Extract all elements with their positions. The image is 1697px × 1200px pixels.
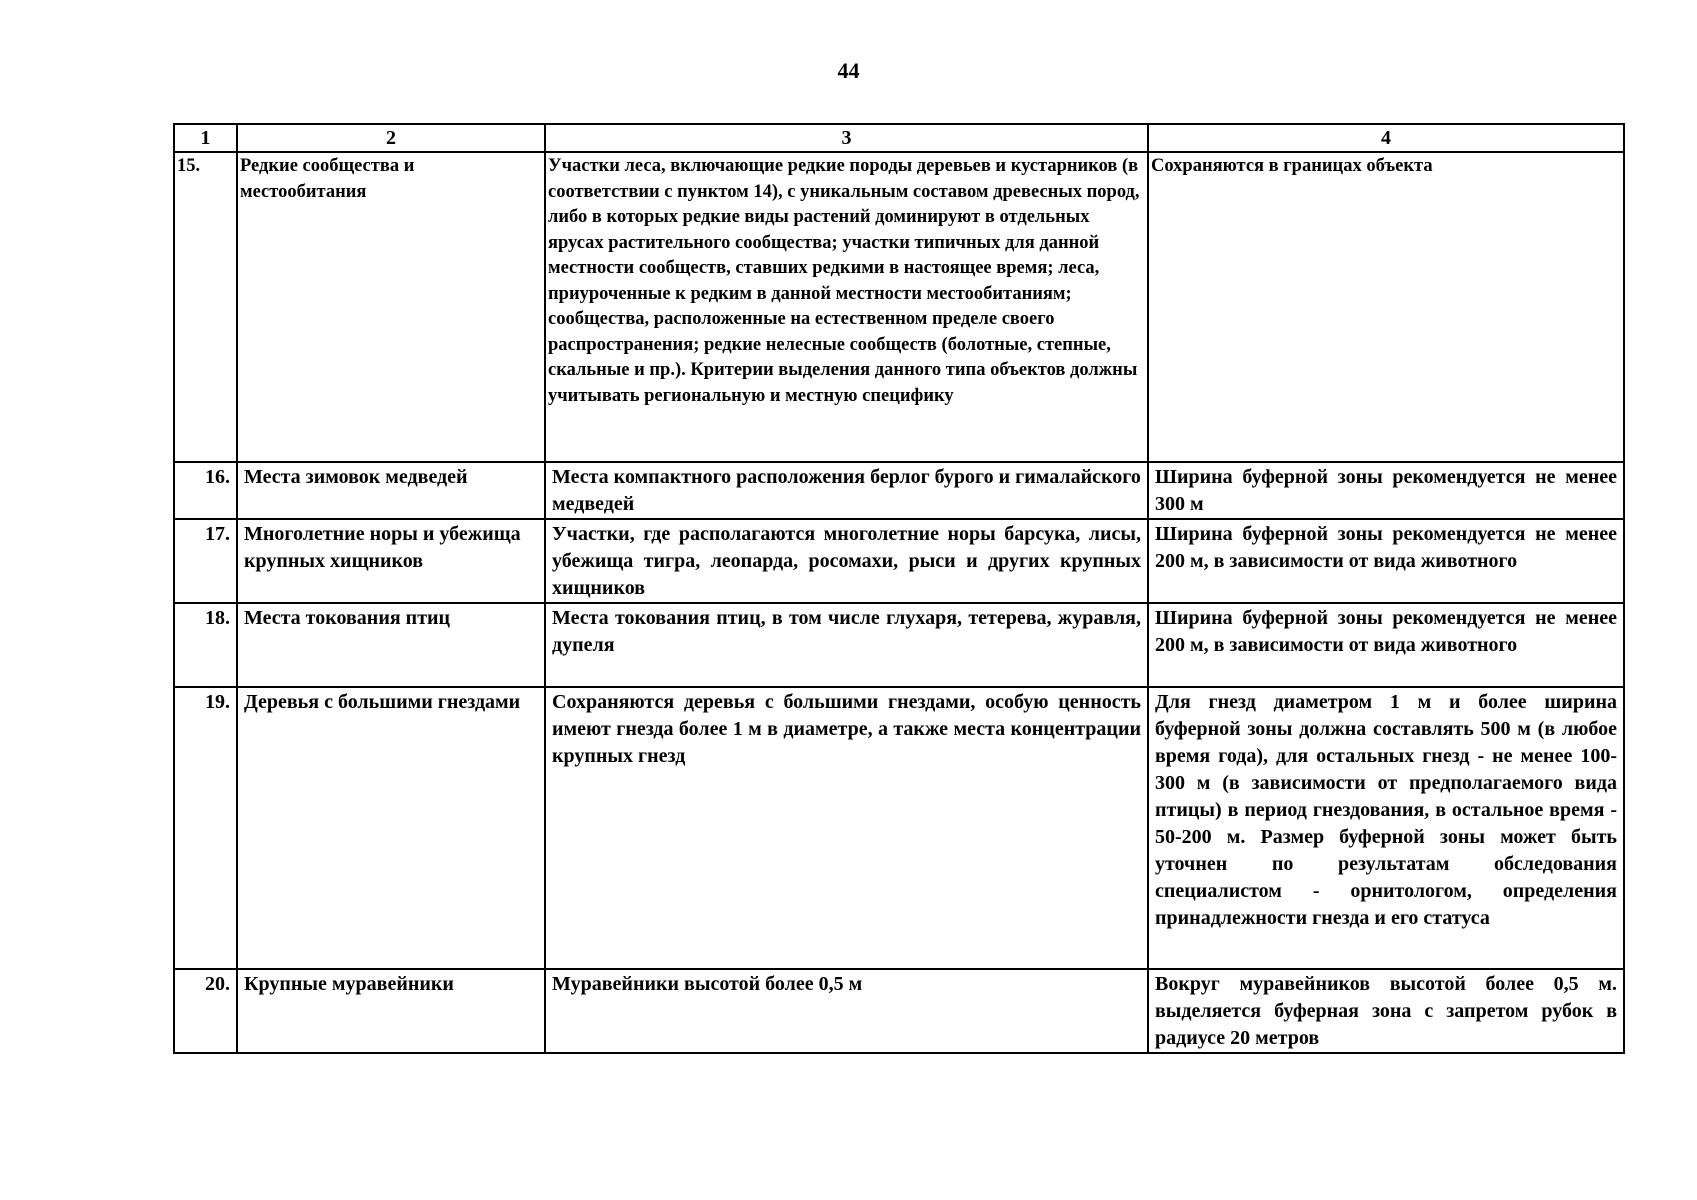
header-cell: 1	[174, 124, 237, 152]
table-row	[174, 152, 1624, 462]
table-row	[174, 519, 1624, 603]
header-row	[174, 124, 1624, 152]
row-measure: Вокруг муравейников высотой более 0,5 м. выделяется буферная зона с запретом рубок в радиусе 20 метров	[1148, 969, 1624, 1053]
row-number: 20.	[174, 969, 237, 1053]
row-name: Места токования птиц	[237, 603, 545, 687]
header-cell: 4	[1148, 124, 1624, 152]
row-name: Редкие сообщества и местообитания	[237, 152, 545, 462]
row-description: Муравейники высотой более 0,5 м	[545, 969, 1148, 1053]
page-number: 44	[837, 58, 860, 83]
row-number: 16.	[174, 462, 237, 519]
row-description: Участки, где располагаются многолетние норы барсука, лисы, убежища тигра, леопарда, росомахи, рыси и других крупных хищников	[545, 519, 1148, 603]
table-row	[174, 969, 1624, 1053]
header-cell: 3	[545, 124, 1148, 152]
row-name: Крупные муравейники	[237, 969, 545, 1053]
header-cell: 2	[237, 124, 545, 152]
row-measure: Сохраняются в границах объекта	[1148, 152, 1624, 462]
row-description: Участки леса, включающие редкие породы деревьев и кустарников (в соответствии с пунктом 14), с уникальным составом древесных пород, либо в которых редкие виды растений доминируют в отдельных ярусах растительного сообщества; участки типичных для данной местности сообществ, ставших редкими в настоящее время; леса, приуроченные к редким в данной местности местообитаниям; сообщества, расположенные на естественном пределе своего распространения; редкие нелесные сообществ (болотные, степные, скальные и пр.). Критерии выделения данного типа объектов должны учитывать региональную и местную специфику	[545, 152, 1148, 462]
row-description: Места токования птиц, в том числе глухаря, тетерева, журавля, дупеля	[545, 603, 1148, 687]
row-measure: Ширина буферной зоны рекомендуется не менее 200 м, в зависимости от вида животного	[1148, 603, 1624, 687]
row-number: 17.	[174, 519, 237, 603]
row-name: Места зимовок медведей	[237, 462, 545, 519]
data-table	[173, 123, 1625, 1054]
row-measure: Для гнезд диаметром 1 м и более ширина буферной зоны должна составлять 500 м (в любое время года), для остальных гнезд - не менее 100-300 м (в зависимости от предполагаемого вида птицы) в период гнездования, в остальное время - 50-200 м. Размер буферной зоны может быть уточнен по результатам обследования специалистом - орнитологом, определения принадлежности гнезда и его статуса	[1148, 687, 1624, 969]
row-number: 15.	[174, 152, 237, 462]
table-row	[174, 462, 1624, 519]
row-description: Места компактного расположения берлог бурого и гималайского медведей	[545, 462, 1148, 519]
row-description: Сохраняются деревья с большими гнездами, особую ценность имеют гнезда более 1 м в диаметре, а также места концентрации крупных гнезд	[545, 687, 1148, 969]
table-row	[174, 603, 1624, 687]
row-number: 19.	[174, 687, 237, 969]
row-number: 18.	[174, 603, 237, 687]
row-name: Деревья с большими гнездами	[237, 687, 545, 969]
row-name: Многолетние норы и убежища крупных хищников	[237, 519, 545, 603]
table-row	[174, 687, 1624, 969]
row-measure: Ширина буферной зоны рекомендуется не менее 300 м	[1148, 462, 1624, 519]
row-measure: Ширина буферной зоны рекомендуется не менее 200 м, в зависимости от вида животного	[1148, 519, 1624, 603]
